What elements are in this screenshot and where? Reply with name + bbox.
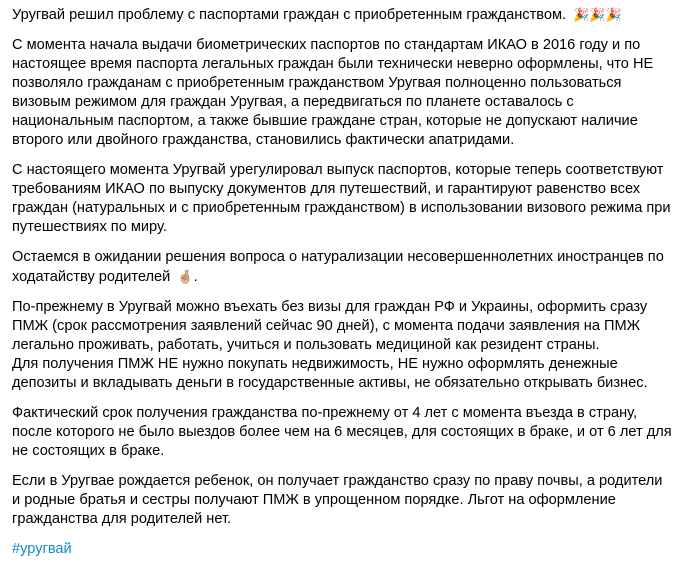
post-title: Уругвай решил проблему с паспортами граждан с приобретенным гражданством. <box>12 7 567 23</box>
paragraph-3-end: . <box>193 269 198 285</box>
party-popper-emoji: 🎉🎉🎉 <box>573 7 622 22</box>
hashtag-link[interactable]: #уругвай <box>12 541 72 557</box>
paragraph-3-text: Остаемся в ожидании решения вопроса о натурализации несовершеннолетних иностранцев по ходатайству родителей <box>12 249 664 285</box>
paragraph-5: Фактический срок получения гражданства по-прежнему от 4 лет с момента въезда в страну, после которого не было выездов более чем на 6 месяцев, для состоящих в браке, и от 6 лет для не состоящих в браке. <box>12 405 672 459</box>
crossed-fingers-emoji: 🤞🏼 <box>177 269 194 284</box>
paragraph-6: Если в Уругвае рождается ребенок, он получает гражданство сразу по праву почвы, а родители и родные братья и сестры получают ПМЖ в упрощенном порядке. Льгот на оформление гражданства для родителей нет. <box>12 473 663 527</box>
message-text <box>12 5 672 570</box>
post-title-paragraph <box>12 5 672 25</box>
hashtag-paragraph <box>12 540 672 559</box>
paragraph-3 <box>12 248 672 287</box>
paragraph-2: С настоящего момента Уругвай урегулировал выпуск паспортов, которые теперь соответствуют требованиям ИКАО по выпуску документов для путешествий, и гарантируют равенство всех граждан (натуральных и с приобретенным гражданством) в использовании визового режима при путешествиях по миру. <box>12 162 671 235</box>
paragraph-4a: По-прежнему в Уругвай можно въехать без визы для граждан РФ и Украины, оформить сразу ПМЖ (срок рассмотрения заявлений сейчас 90 дней), с момента подачи заявления на ПМЖ легально проживать, работать, учиться и пользовать медициной как резидент страны. <box>12 299 648 353</box>
paragraph-4b: Для получения ПМЖ НЕ нужно покупать недвижимость, НЕ нужно оформлять денежные депозиты и вкладывать деньги в государственные активы, не обязательно открывать бизнес. <box>12 356 648 391</box>
paragraph-1: С момента начала выдачи биометрических паспортов по стандартам ИКАО в 2016 году и по настоящее время паспорта легальных граждан были технически неверно оформлены, что НЕ позволяло гражданам с приобретенным гражданством Уругвая полноценно пользоваться визовым режимом для граждан Уругвая, а передвигаться по планете оставалось с национальным паспортом, а также бывшие граждане стран, которые не допускают наличие второго или двойного гражданства, становились фактически апатридами. <box>12 37 654 148</box>
